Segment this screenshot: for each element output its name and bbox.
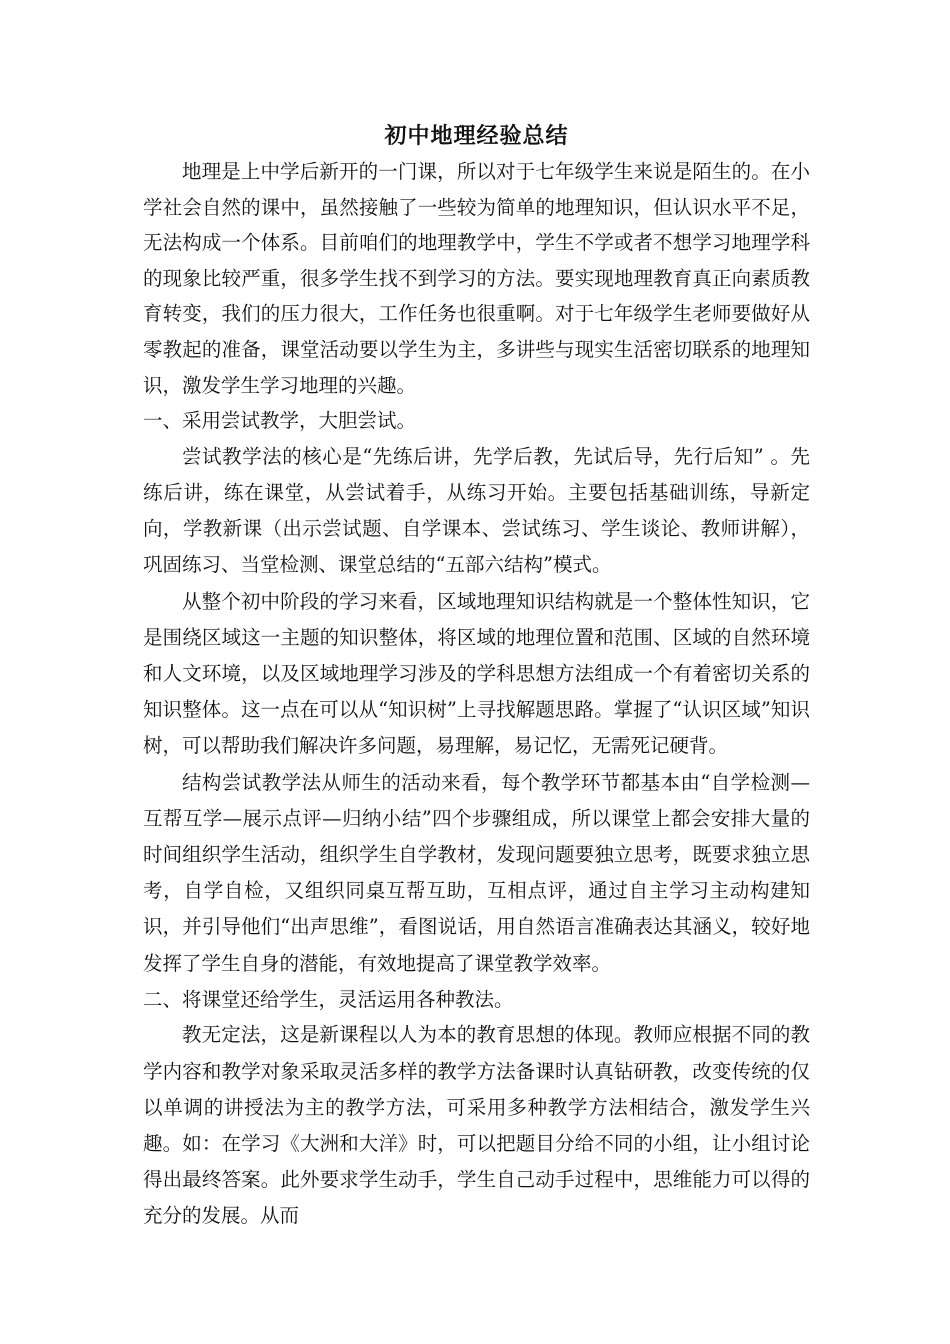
intro-paragraph: 地理是上中学后新开的一门课，所以对于七年级学生来说是陌生的。在小学社会自然的课中，虽然接触了一些较为简单的地理知识，但认识水平不足，无法构成一个体系。目前咱们的地理教学中，学生不学或者不想学习地理学科的现象比较严重，很多学生找不到学习的方法。要实现地理教育真正向素质教育转变，我们的压力很大，工作任务也很重啊。对于七年级学生老师要做好从零教起的准备，课堂活动要以学生为主，多讲些与现实生活密切联系的地理知识，激发学生学习地理的兴趣。: [143, 160, 810, 397]
section-heading-1: 一、采用尝试教学，大胆尝试。: [143, 409, 417, 433]
document-page: [143, 118, 810, 1235]
paragraph-structure-trial: 结构尝试教学法从师生的活动来看，每个教学环节都基本由“自学检测—互帮互学—展示点评—归纳小结”四个步骤组成，所以课堂上都会安排大量的时间组织学生活动，组织学生自学教材，发现问题要独立思考，既要求独立思考，自学自检，又组织同桌互帮互助，互相点评，通过自主学习主动构建知识，并引导他们“出声思维”，看图说话，用自然语言准确表达其涵义，较好地发挥了学生自身的潜能，有效地提高了课堂教学效率。: [143, 770, 810, 975]
section-heading-2: 二、将课堂还给学生，灵活运用各种教法。: [143, 987, 514, 1011]
paragraph-trial-method: 尝试教学法的核心是“先练后讲，先学后教，先试后导，先行后知” 。先练后讲，练在课堂，从尝试着手，从练习开始。主要包括基础训练，导新定向，学教新课（出示尝试题、自学课本、尝试练习、学生谈论、教师讲解），巩固练习、当堂检测、课堂总结的“五部六结构”模式。: [143, 444, 810, 577]
document-title: 初中地理经验总结: [384, 123, 569, 149]
paragraph-regional-knowledge: 从整个初中阶段的学习来看，区域地理知识结构就是一个整体性知识，它是围绕区域这一主题的知识整体，将区域的地理位置和范围、区域的自然环境和人文环境，以及区域地理学习涉及的学科思想方法组成一个有着密切关系的知识整体。这一点在可以从“知识树”上寻找解题思路。掌握了“认识区域”知识树，可以帮助我们解决许多问题，易理解，易记忆，无需死记硬背。: [143, 589, 810, 758]
paragraph-teaching-methods: 教无定法，这是新课程以人为本的教育思想的体现。教师应根据不同的教学内容和教学对象采取灵活多样的教学方法备课时认真钻研教，改变传统的仅以单调的讲授法为主的教学方法，可采用多种教学方法相结合，激发学生兴趣。如：在学习《大洲和大洋》时，可以把题目分给不同的小组，让小组讨论得出最终答案。此外要求学生动手，学生自己动手过程中，思维能力可以得的充分的发展。从而: [143, 1023, 810, 1228]
